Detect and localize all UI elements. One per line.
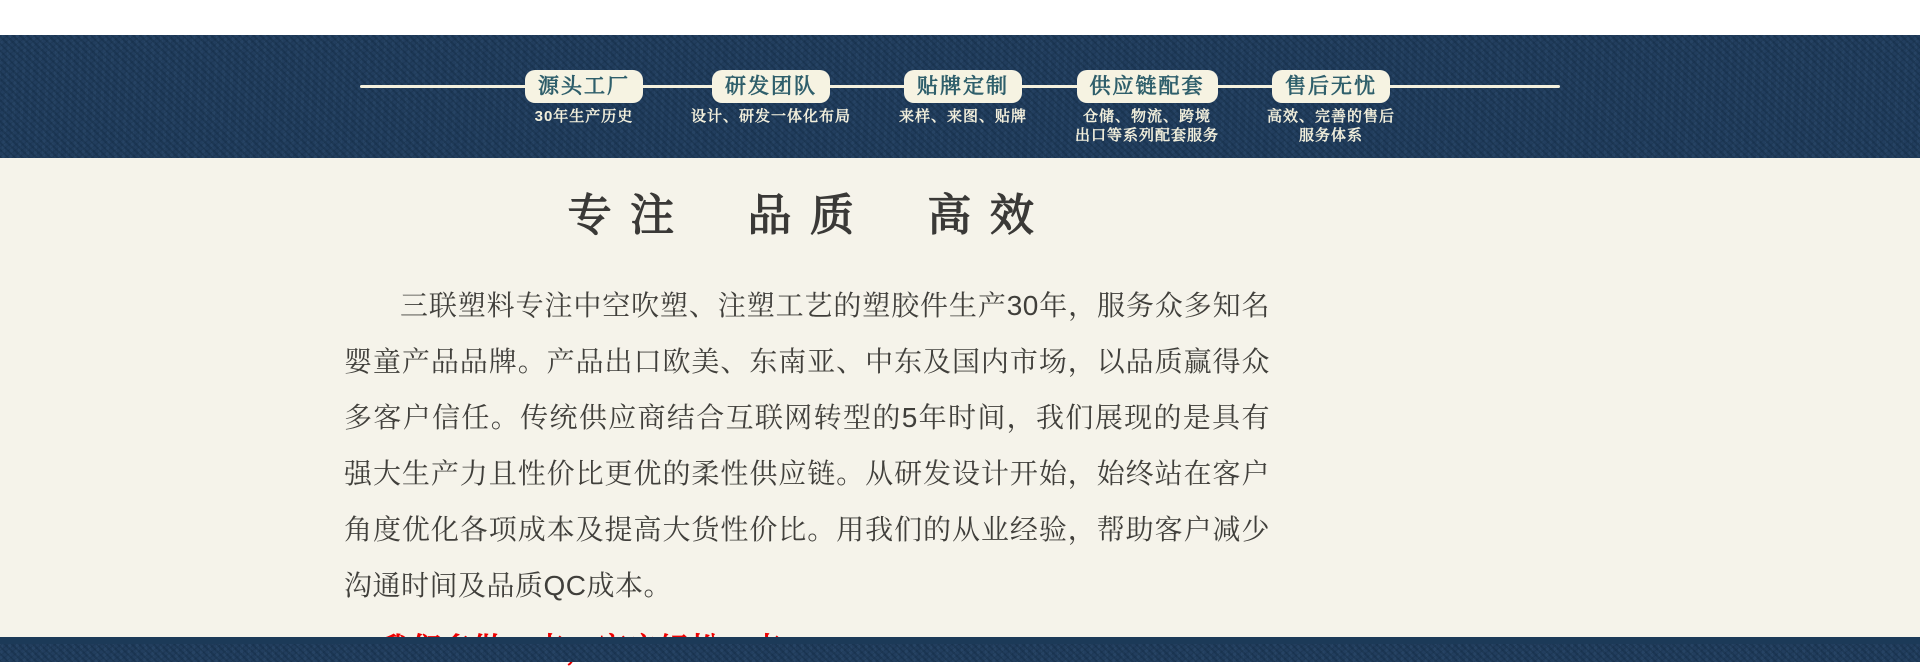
feature-banner-inner — [360, 35, 1560, 158]
feature-banner — [0, 35, 1920, 158]
feature-desc — [1075, 107, 1219, 145]
intro-section — [0, 158, 1920, 637]
feature-item-source-factory — [525, 70, 643, 126]
top-spacer — [0, 0, 1920, 35]
feature-desc-line: 来样、来图、贴牌 — [898, 108, 1027, 125]
feature-desc-line: 30年生产历史 — [534, 108, 634, 125]
feature-badge-row — [360, 70, 1560, 145]
intro-content-wrap — [330, 191, 1290, 670]
feature-desc — [1267, 107, 1395, 145]
feature-desc — [691, 107, 851, 126]
section-title: 专注 品质 高效 — [567, 191, 1053, 240]
feature-item-oem-custom — [899, 70, 1027, 126]
feature-desc-line: 服务体系 — [1299, 127, 1364, 144]
feature-badge: 售后无忧 — [1272, 70, 1390, 103]
feature-badge: 研发团队 — [712, 70, 830, 103]
feature-desc-line: 高效、完善的售后 — [1267, 108, 1396, 125]
feature-desc-line: 设计、研发一体化布局 — [690, 108, 851, 125]
feature-badge: 源头工厂 — [525, 70, 643, 103]
feature-desc-line: 出口等系列配套服务 — [1075, 127, 1220, 144]
feature-item-after-sales — [1267, 70, 1395, 145]
feature-badge: 供应链配套 — [1077, 70, 1218, 103]
bottom-bar — [0, 637, 1920, 662]
feature-item-rnd-team — [691, 70, 851, 126]
feature-badge: 贴牌定制 — [904, 70, 1022, 103]
intro-paragraph: 三联塑料专注中空吹塑、注塑工艺的塑胶件生产30年，服务众多知名婴童产品品牌。产品出口欧美、东南亚、中东及国内市场，以品质赢得众多客户信任。传统供应商结合互联网转型的5年时间，我们展现的是具有强大生产力且性价比更优的柔性供应链。从研发设计开始，始终站在客户角度优化各项成本及提高大货性价比。用我们的从业经验，帮助客户减少沟通时间及品质QC成本。 — [344, 290, 1270, 601]
feature-desc-line: 仓储、物流、跨境 — [1083, 108, 1212, 125]
feature-desc — [899, 107, 1027, 126]
feature-desc — [535, 107, 634, 126]
feature-item-supply-chain — [1075, 70, 1219, 145]
